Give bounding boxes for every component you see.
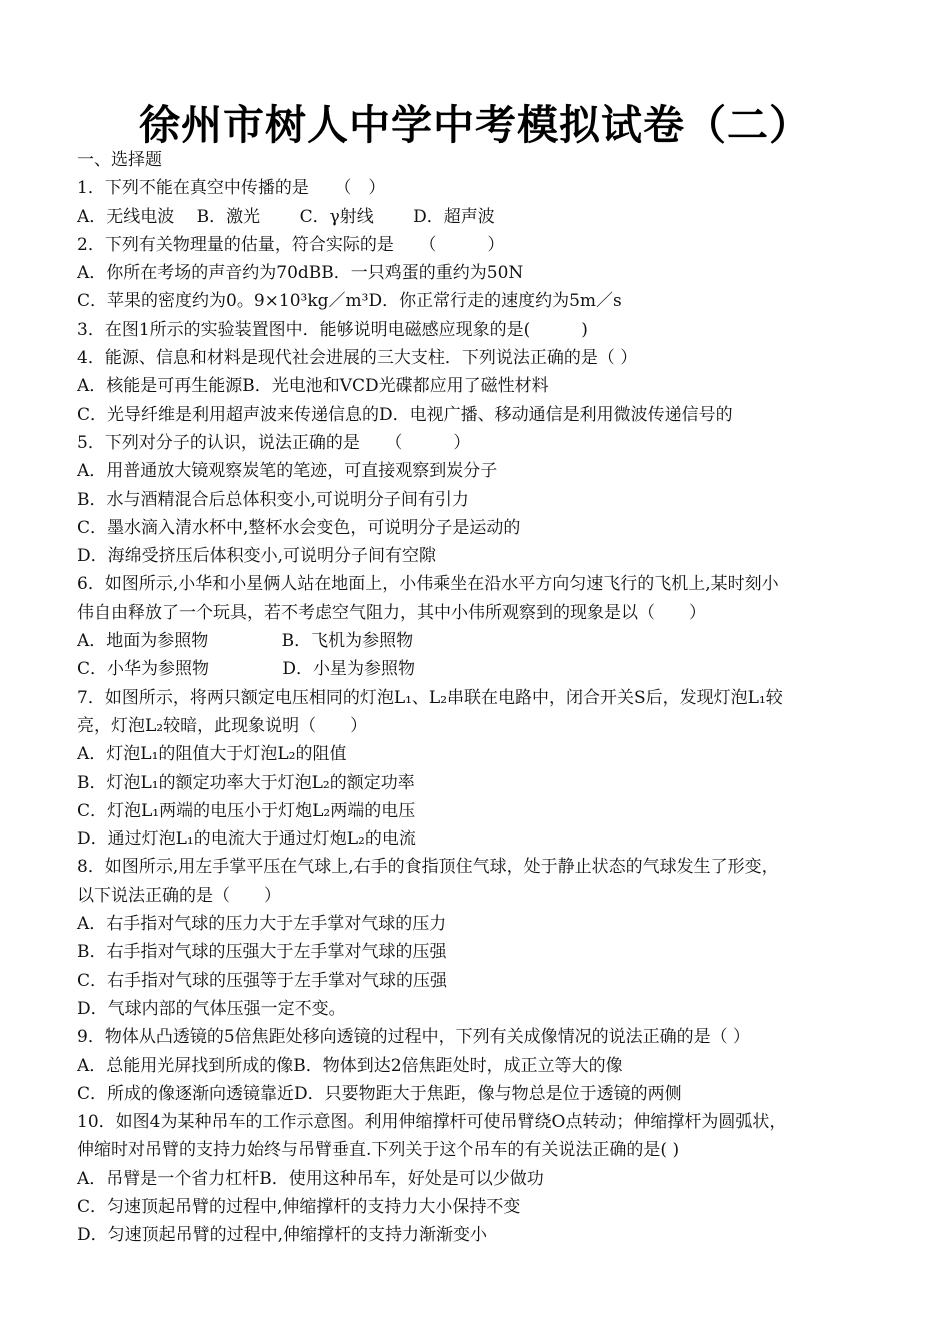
- line-text: A．地面为参照物 B．飞机为参照物: [77, 631, 414, 652]
- line-text: 10．如图4为某种吊车的工作示意图。利用伸缩撑杆可使吊臂绕O点转动；伸缩撑杆为圆弧状，: [77, 1112, 787, 1133]
- text-line: [77, 1193, 897, 1221]
- text-line: [77, 344, 897, 372]
- line-text: 2．下列有关物理量的估量，符合实际的是 （ ）: [77, 234, 505, 255]
- text-line: [77, 627, 897, 655]
- line-text: A．灯泡L₁的阻值大于灯泡L₂的阻值: [77, 744, 347, 765]
- text-line: [77, 712, 897, 740]
- line-text: 8．如图所示,用左手掌平压在气球上,右手的食指顶住气球，处于静止状态的气球发生了形变，: [77, 857, 779, 878]
- text-line: [77, 429, 897, 457]
- text-line: [77, 316, 897, 344]
- line-text: C．匀速顶起吊臂的过程中,伸缩撑杆的支持力大小保持不变: [77, 1196, 521, 1217]
- line-text: 亮，灯泡L₂较暗，此现象说明（ ）: [77, 715, 368, 736]
- text-line: [77, 1052, 897, 1080]
- text-line: [77, 1080, 897, 1108]
- text-line: [77, 259, 897, 287]
- text-line: [77, 882, 897, 910]
- line-text: A．无线电波 B．激光 C．γ射线 D．超声波: [77, 206, 495, 227]
- text-line: [77, 1221, 897, 1249]
- text-line: [77, 655, 897, 683]
- line-text: 伸缩时对吊臂的支持力始终与吊臂垂直.下列关于这个吊车的有关说法正确的是( ): [77, 1140, 680, 1161]
- line-text: 伟自由释放了一个玩具，若不考虑空气阻力，其中小伟所观察到的现象是以（ ）: [77, 602, 706, 623]
- text-line: [77, 401, 897, 429]
- text-line: [77, 203, 897, 231]
- line-text: 7．如图所示，将两只额定电压相同的灯泡L₁、L₂串联在电路中，闭合开关S后，发现灯泡L₁较: [77, 687, 783, 708]
- line-text: A．吊臂是一个省力杠杆B．使用这种吊车，好处是可以少做功: [77, 1168, 544, 1189]
- line-text: C．所成的像逐渐向透镜靠近D．只要物距大于焦距，像与物总是位于透镜的两侧: [77, 1083, 682, 1104]
- text-line: [77, 486, 897, 514]
- question-lines: [77, 174, 897, 1249]
- line-text: C．小华为参照物 D．小星为参照物: [77, 659, 416, 680]
- line-text: B．灯泡L₁的额定功率大于灯泡L₂的额定功率: [77, 772, 415, 793]
- text-line: [77, 457, 897, 485]
- line-text: 6．如图所示,小华和小星俩人站在地面上，小伟乘坐在沿水平方向匀速飞行的飞机上,某时刻小: [77, 574, 779, 595]
- line-text: D．气球内部的气体压强一定不变。: [77, 998, 346, 1019]
- text-line: [77, 174, 897, 202]
- question-body: [77, 146, 897, 1250]
- line-text: C．苹果的密度约为0。9×10³kg／m³D．你正常行走的速度约为5m／s: [77, 291, 622, 312]
- line-text: 以下说法正确的是（ ）: [77, 885, 281, 906]
- line-text: A．总能用光屏找到所成的像B．物体到达2倍焦距处时，成正立等大的像: [77, 1055, 623, 1076]
- page-title: 徐州市树人中学中考模拟试卷（二）: [139, 101, 811, 149]
- line-text: 5．下列对分子的认识，说法正确的是 （ ）: [77, 432, 471, 453]
- line-text: D．海绵受挤压后体积变小,可说明分子间有空隙: [77, 546, 437, 567]
- text-line: [77, 372, 897, 400]
- line-text: B．右手指对气球的压强大于左手掌对气球的压强: [77, 942, 447, 963]
- line-text: 3．在图1所示的实验装置图中．能够说明电磁感应现象的是( ): [77, 319, 588, 340]
- line-text: D．匀速顶起吊臂的过程中,伸缩撑杆的支持力渐渐变小: [77, 1225, 488, 1246]
- text-line: [77, 967, 897, 995]
- text-line: [77, 1023, 897, 1051]
- line-text: C．光导纤维是利用超声波来传递信息的D．电视广播、移动通信是利用微波传递信号的: [77, 404, 733, 425]
- line-text: A．你所在考场的声音约为70dBB．一只鸡蛋的重约为50N: [77, 263, 524, 284]
- line-text: 1．下列不能在真空中传播的是 （ ）: [77, 178, 386, 199]
- text-line: [77, 853, 897, 881]
- text-line: [77, 938, 897, 966]
- text-line: [77, 1136, 897, 1164]
- line-text: A．核能是可再生能源B．光电池和VCD光碟都应用了磁性材料: [77, 376, 549, 397]
- text-line: [77, 570, 897, 598]
- text-line: [77, 287, 897, 315]
- line-text: C．墨水滴入清水杯中,整杯水会变色，可说明分子是运动的: [77, 517, 521, 538]
- line-text: B．水与酒精混合后总体积变小,可说明分子间有引力: [77, 489, 469, 510]
- line-text: C．右手指对气球的压强等于左手掌对气球的压强: [77, 970, 448, 991]
- text-line: [77, 995, 897, 1023]
- text-line: [77, 684, 897, 712]
- text-line: [77, 769, 897, 797]
- text-line: [77, 1165, 897, 1193]
- line-text: A．右手指对气球的压力大于左手掌对气球的压力: [77, 914, 447, 935]
- text-line: [77, 514, 897, 542]
- text-line: [77, 542, 897, 570]
- text-line: [77, 599, 897, 627]
- text-line: [77, 1108, 897, 1136]
- text-line: [77, 825, 897, 853]
- text-line: [77, 231, 897, 259]
- line-text: A．用普通放大镜观察炭笔的笔迹，可直接观察到炭分子: [77, 461, 498, 482]
- text-line: [77, 797, 897, 825]
- line-text: 4．能源、信息和材料是现代社会进展的三大支柱．下列说法正确的是（ ）: [77, 348, 638, 369]
- text-line: [77, 910, 897, 938]
- section-heading: 一、选择题: [77, 150, 162, 170]
- line-text: C．灯泡L₁两端的电压小于灯炮L₂两端的电压: [77, 800, 416, 821]
- text-line: [77, 740, 897, 768]
- line-text: D．通过灯泡L₁的电流大于通过灯炮L₂的电流: [77, 829, 416, 850]
- line-text: 9．物体从凸透镜的5倍焦距处移向透镜的过程中，下列有关成像情况的说法正确的是（ ）: [77, 1027, 751, 1048]
